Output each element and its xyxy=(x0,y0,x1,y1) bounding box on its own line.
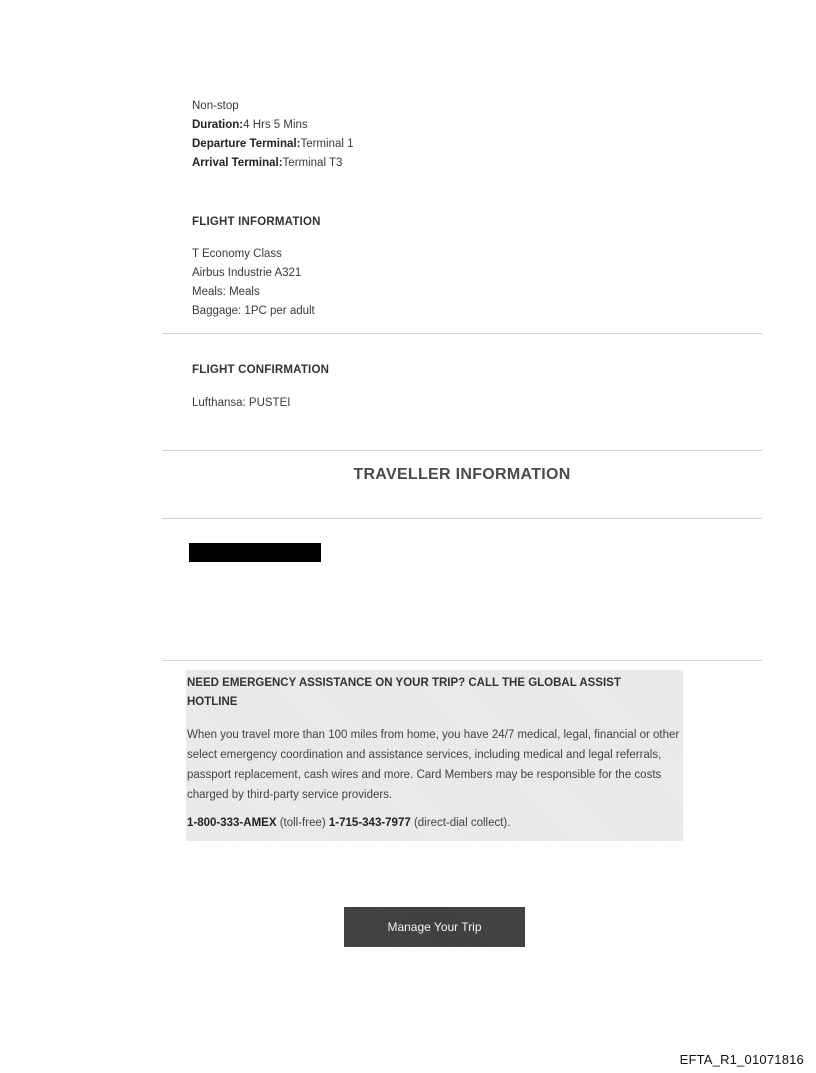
arrival-terminal-row xyxy=(192,154,342,173)
divider-1 xyxy=(162,333,762,334)
departure-terminal-label: Departure Terminal: xyxy=(192,138,301,150)
stops-text: Non-stop xyxy=(192,100,239,112)
toll-free-number: 1-800-333-AMEX xyxy=(187,817,277,829)
manage-your-trip-button[interactable]: Manage Your Trip xyxy=(344,907,525,947)
departure-terminal-row xyxy=(192,135,354,154)
fare-class-text: T Economy Class xyxy=(192,248,282,260)
traveller-information-title: TRAVELLER INFORMATION xyxy=(353,466,571,483)
divider-4 xyxy=(162,660,762,661)
meals-text: Meals: Meals xyxy=(192,286,260,298)
document-id: EFTA_R1_01071816 xyxy=(679,1052,804,1067)
flight-confirmation-title: FLIGHT CONFIRMATION xyxy=(192,364,330,376)
emergency-assistance-title: NEED EMERGENCY ASSISTANCE ON YOUR TRIP? CALL THE GLOBAL ASSIST HOTLINE xyxy=(187,677,621,708)
aircraft-text: Airbus Industrie A321 xyxy=(192,267,302,279)
duration-value: 4 Hrs 5 Mins xyxy=(243,119,308,131)
divider-2 xyxy=(162,450,762,451)
emergency-assistance-body: When you travel more than 100 miles from home, you have 24/7 medical, legal, financial or other select emergency coordination and assistance services, including medical and legal referrals, passport replacement, cash wires and more. Card Members may be responsible for the costs charged by third-party service providers. xyxy=(187,729,680,801)
departure-terminal-value: Terminal 1 xyxy=(300,138,354,150)
confirmation-code-text: Lufthansa: PUSTEI xyxy=(192,397,291,409)
emergency-phone-numbers xyxy=(187,814,677,833)
toll-free-label: (toll-free) xyxy=(279,817,326,829)
emergency-assistance-panel xyxy=(186,670,683,841)
arrival-terminal-value: Terminal T3 xyxy=(282,157,343,169)
redacted-traveller-name xyxy=(189,543,321,562)
flight-information-title: FLIGHT INFORMATION xyxy=(192,216,321,228)
duration-label: Duration: xyxy=(192,119,244,131)
direct-dial-number: 1-715-343-7977 xyxy=(328,817,411,829)
direct-dial-label: (direct-dial collect). xyxy=(413,817,511,829)
arrival-terminal-label: Arrival Terminal: xyxy=(192,157,283,169)
divider-3 xyxy=(162,518,762,519)
baggage-text: Baggage: 1PC per adult xyxy=(192,305,315,317)
duration-row xyxy=(192,116,308,135)
